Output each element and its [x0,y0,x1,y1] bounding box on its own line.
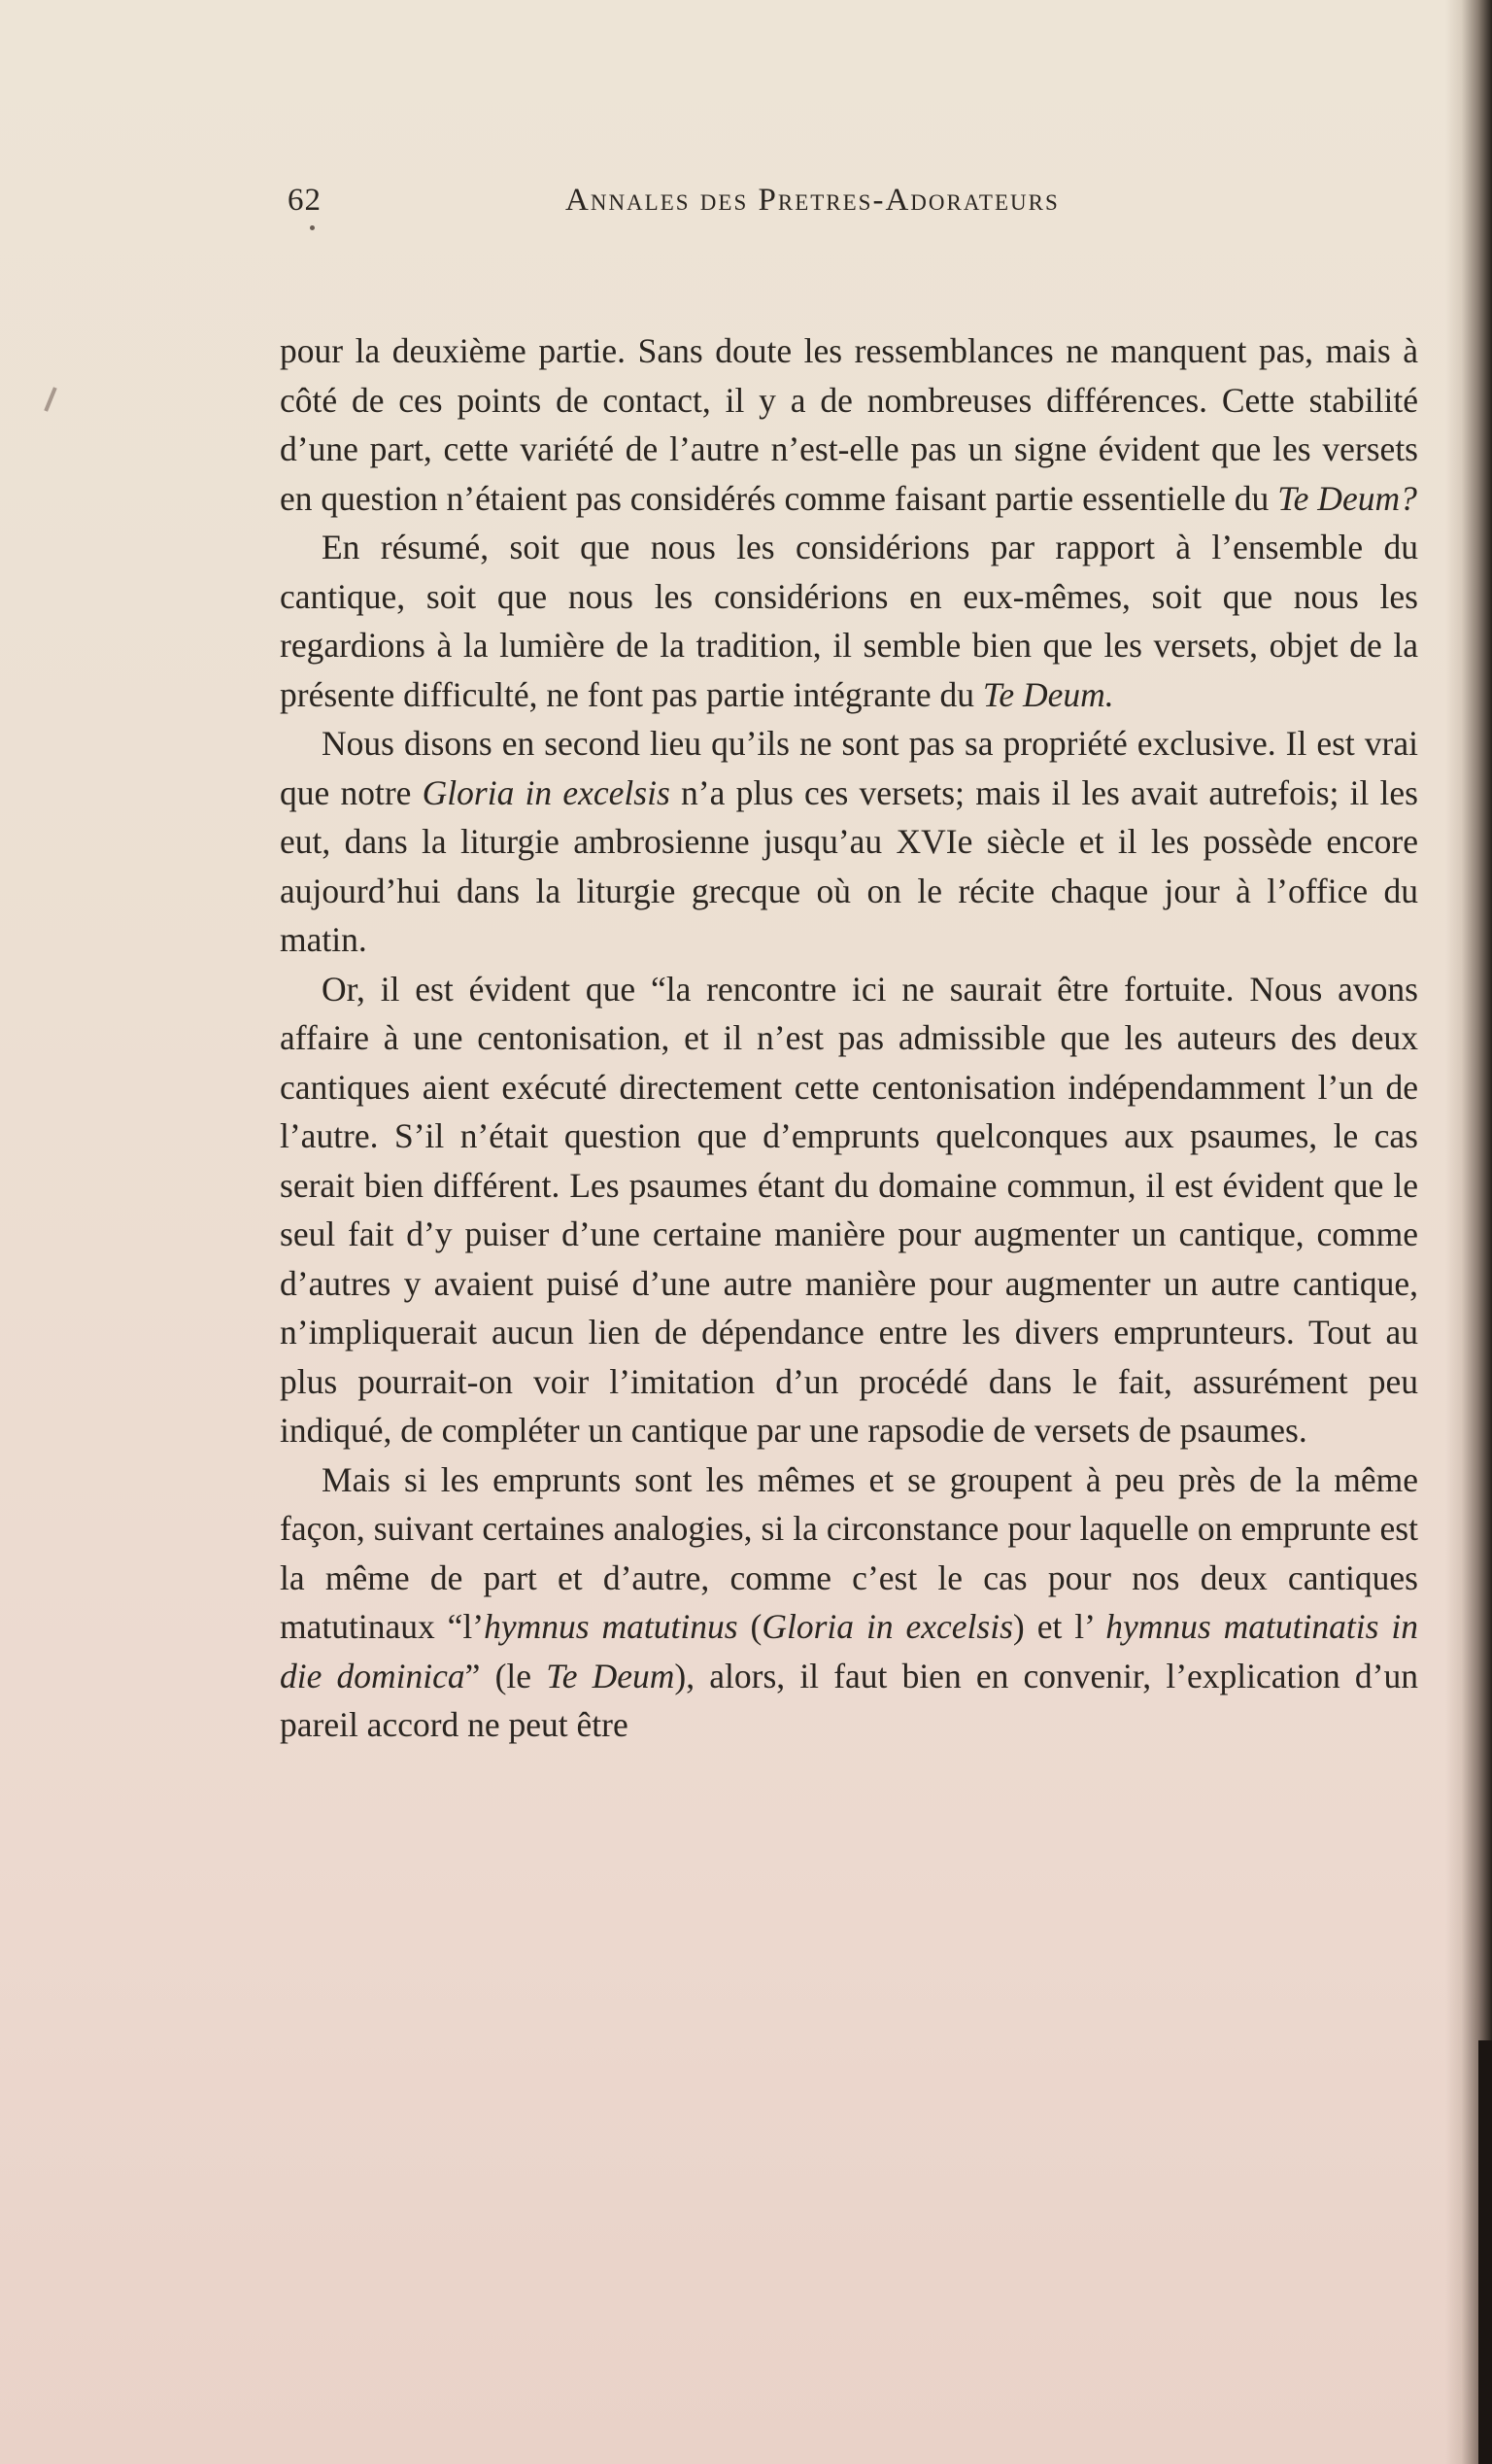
body-text [280,326,1418,1750]
paragraph [280,719,1418,965]
italic-span: Gloria in excelsis [762,1607,1013,1646]
paragraph [280,326,1418,523]
running-title: Annales des Pretres-Adorateurs [565,183,1060,218]
text-span: ” (le [464,1656,547,1695]
italic-span: Te Deum. [982,674,1114,714]
text-span: Mais si les emprunts sont les mêmes et se groupent à peu près de la même façon, suivant certaines analogies, si la circonstance pour laquelle on emprunte est la même de part et d’autre, comme c’est le cas pour nos deux cantiques matutinaux “l’ [280,1459,1418,1646]
paragraph [280,523,1418,719]
text-span: Nous disons en second lieu qu’ils ne sont pas sa propriété exclusive. Il est vrai que notre [280,724,1418,812]
italic-span: Gloria in excelsis [422,772,670,812]
paragraph [280,1455,1418,1750]
italic-span: hymnus matutinatis in die dominica [280,1607,1418,1695]
text-span: ) et l’ [1012,1607,1106,1646]
text-span: En résumé, soit que nous les considérions par rapport à l’ensemble du cantique, soit que nous les considérions en eux-mêmes, soit que nous les regardions à la lumière de la tradition, il semble bien que les versets, objet de la présente difficulté, ne font pas partie intégrante du [280,528,1418,714]
text-span: ( [737,1607,763,1646]
pencil-mark [44,387,56,412]
text-span: ), alors, il faut bien en convenir, l’explication d’un pareil accord ne peut être [280,1656,1418,1744]
italic-span: Te Deum? [1277,478,1417,518]
italic-span: hymnus matutinus [484,1607,738,1646]
italic-span: Te Deum [546,1656,675,1695]
running-head [288,183,1405,231]
page-number: 62 [288,183,322,218]
text-span: pour la deuxième partie. Sans doute les ressemblances ne manquent pas, mais à côté de ces points de contact, il y a de nombreuses différences. Cette stabilité d’une part, cette variété de l’autre n’est-elle pas un signe évident que les versets en question n’étaient pas considérés comme faisant partie essentielle du [280,331,1418,518]
paragraph [280,965,1418,1455]
text-span: Or, il est évident que “la rencontre ici ne saurait être fortuite. Nous avons affaire à une centonisation, et il n’est pas admissible que les auteurs des deux cantiques aient exécuté directement cette centonisation indépendamment l’un de l’autre. S’il n’était question que d’emprunts quelconques aux psaumes, le cas serait bien différent. Les psaumes étant du domaine commun, il est évident que le seul fait d’y puiser d’une certaine manière pour augmenter un cantique, comme d’autres y avaient puisé d’une autre manière pour augmenter un autre cantique, n’impliquerait aucun lien de dépendance entre les divers emprunteurs. Tout au plus pourrait-on voir l’imitation d’un procédé dans le fait, assurément peu indiqué, de compléter un cantique par une rapsodie de versets de psaumes. [280,969,1418,1450]
binding-edge [1478,2040,1492,2464]
text-span: n’a plus ces versets; mais il les avait autrefois; il les eut, dans la liturgie ambrosienne jusqu’au XVIe siècle et il les possède encore aujourd’hui dans la liturgie grecque où on le récite chaque jour à l’office du matin. [280,772,1418,959]
